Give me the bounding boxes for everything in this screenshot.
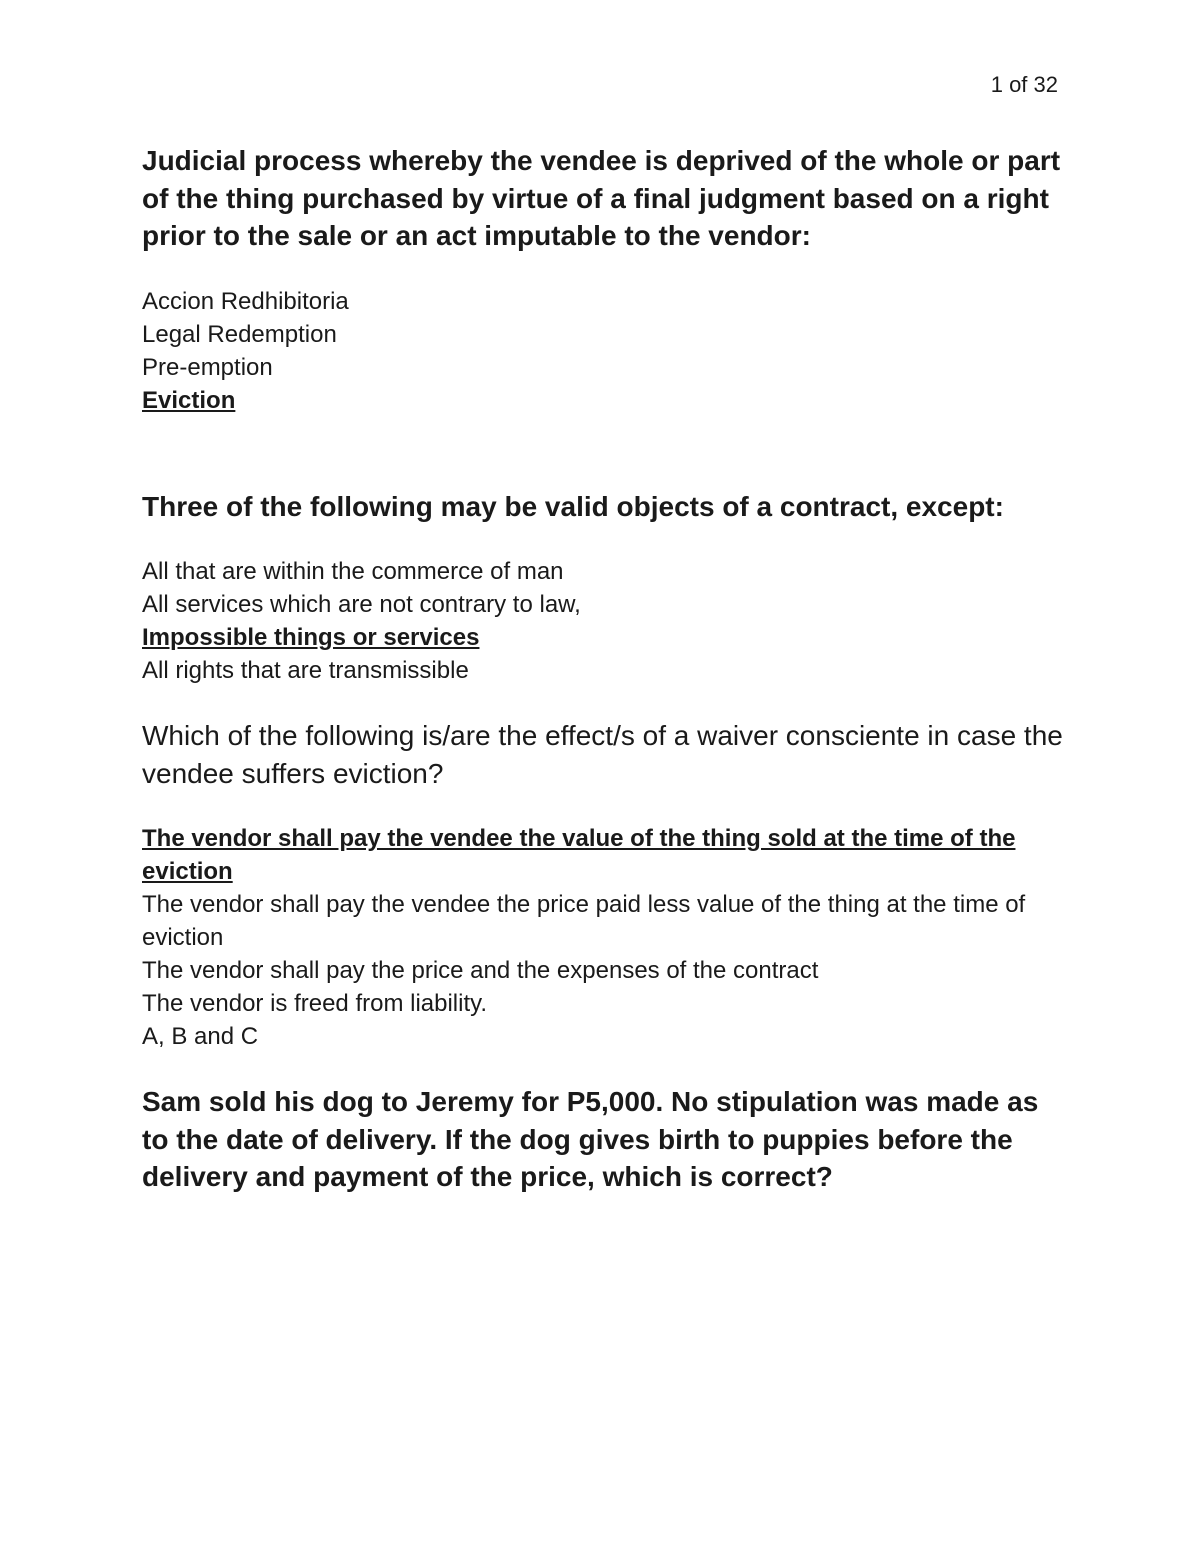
question-1: Judicial process whereby the vendee is deprived of the whole or part of the thing purchased by virtue of a final judgment based on a right prior to the sale or an act imputable to the vendor: <box>142 145 1061 251</box>
correct-choice: The vendor shall pay the vendee the value of the thing sold at the time of the eviction <box>142 825 1016 885</box>
question-3: Which of the following is/are the effect/s of a waiver consciente in case the vendee suffers eviction? <box>142 720 1063 789</box>
choice: Legal Redemption <box>142 320 337 348</box>
choice: The vendor shall pay the vendee the price paid less value of the thing at the time of eviction <box>142 891 1026 951</box>
choice: The vendor is freed from liability. <box>142 990 488 1017</box>
choice: Pre-emption <box>142 353 273 381</box>
choice: The vendor shall pay the price and the expenses of the contract <box>142 957 819 984</box>
choice: Accion Redhibitoria <box>142 287 349 315</box>
correct-choice: Eviction <box>142 386 236 414</box>
question-1-choices <box>142 285 1067 417</box>
question-2: Three of the following may be valid objects of a contract, except: <box>142 490 1004 522</box>
choice: All rights that are transmissible <box>142 657 469 684</box>
document-body <box>142 142 1067 1196</box>
choice: All that are within the commerce of man <box>142 558 564 585</box>
choice: All services which are not contrary to law, <box>142 591 581 618</box>
page-number: 1 of 32 <box>990 72 1058 97</box>
question-3-choices <box>142 822 1067 1053</box>
question-2-choices <box>142 555 1067 687</box>
choice: A, B and C <box>142 1023 259 1050</box>
correct-choice: Impossible things or services <box>142 624 480 651</box>
question-4: Sam sold his dog to Jeremy for P5,000. No stipulation was made as to the date of delivery. If the dog gives birth to puppies before the delivery and payment of the price, which is correct? <box>142 1086 1039 1192</box>
